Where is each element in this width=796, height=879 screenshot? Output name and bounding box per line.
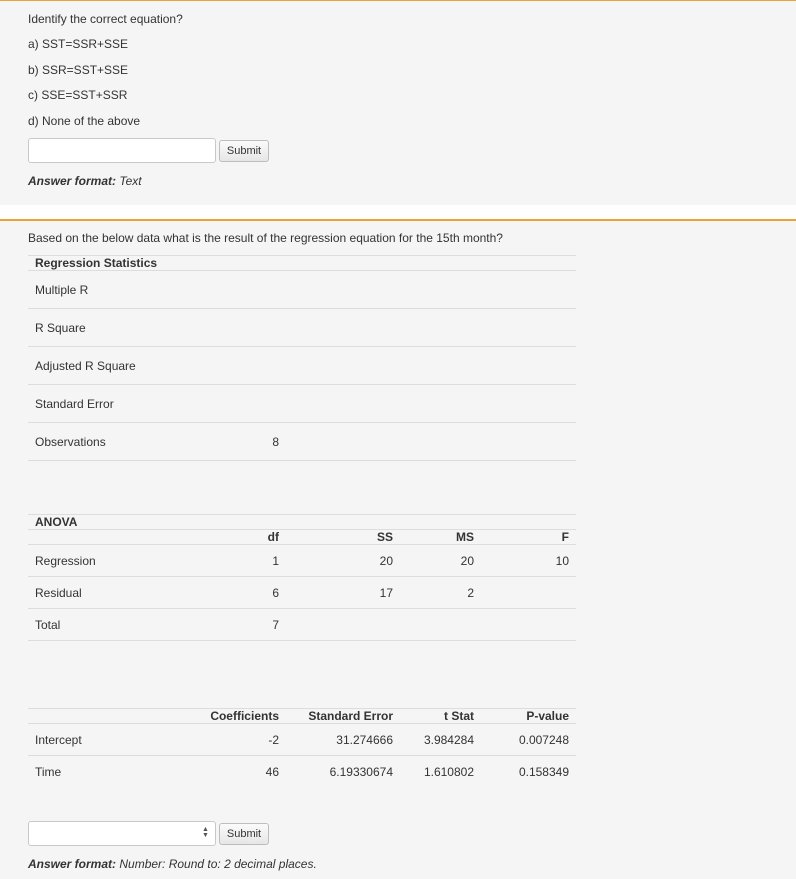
column-header: [28, 530, 192, 545]
table-row: [28, 577, 576, 609]
table-row: [28, 271, 576, 309]
table-row: [28, 609, 576, 641]
anova-title: ANOVA: [28, 515, 576, 530]
answer-format-1: [28, 174, 142, 188]
anova-table: [28, 514, 576, 641]
stat-value: 8: [192, 423, 286, 461]
number-input[interactable]: [33, 823, 197, 846]
column-header: Standard Error: [286, 709, 400, 724]
table-cell: 1: [192, 545, 286, 577]
table-cell: 1.610802: [400, 756, 481, 788]
answer-format-label: Answer format:: [28, 174, 117, 188]
column-header: F: [481, 530, 576, 545]
table-cell: 6: [192, 577, 286, 609]
column-header: P-value: [481, 709, 576, 724]
option-c: c) SSE=SST+SSR: [28, 88, 128, 102]
submit-button-1[interactable]: Submit: [219, 140, 269, 162]
table-row: [28, 309, 576, 347]
table-cell: 7: [192, 609, 286, 641]
answer-format-label: Answer format:: [28, 857, 117, 871]
question-1-prompt: Identify the correct equation?: [28, 12, 183, 26]
stat-label: Multiple R: [28, 271, 192, 309]
table-cell: 46: [192, 756, 286, 788]
table-row: [28, 545, 576, 577]
column-header: [28, 709, 192, 724]
answer-input-1[interactable]: [28, 138, 216, 163]
stat-label: Adjusted R Square: [28, 347, 192, 385]
table-row: [28, 515, 576, 530]
table-cell: -2: [192, 724, 286, 756]
column-header: Coefficients: [192, 709, 286, 724]
table-row: [28, 756, 576, 788]
table-row: [28, 347, 576, 385]
column-header: SS: [286, 530, 400, 545]
table-cell: 0.158349: [481, 756, 576, 788]
coefficients-table: [28, 708, 576, 787]
column-header: MS: [400, 530, 481, 545]
column-header: t Stat: [400, 709, 481, 724]
table-cell: 17: [286, 577, 400, 609]
stat-value: [192, 271, 286, 309]
table-row: [28, 530, 576, 545]
answer-input-2[interactable]: [28, 821, 216, 846]
stat-value: [192, 385, 286, 423]
stat-value: [192, 309, 286, 347]
row-label: Intercept: [28, 724, 192, 756]
table-row: [28, 423, 576, 461]
answer-format-2: [28, 857, 317, 871]
table-cell: 6.19330674: [286, 756, 400, 788]
question-2-prompt: Based on the below data what is the result of the regression equation for the 15th month?: [28, 231, 503, 245]
row-label: Total: [28, 609, 192, 641]
table-cell: [481, 609, 576, 641]
table-cell: [400, 609, 481, 641]
regression-statistics-table: [28, 255, 576, 461]
table-cell: [481, 577, 576, 609]
number-stepper-icon[interactable]: ▲ ▼: [202, 826, 209, 839]
answer-format-value: Text: [119, 174, 142, 188]
question-panel-2: [0, 219, 796, 879]
table-cell: 0.007248: [481, 724, 576, 756]
table-cell: 3.984284: [400, 724, 481, 756]
table-row: [28, 256, 576, 271]
option-d: d) None of the above: [28, 114, 141, 128]
table-cell: 10: [481, 545, 576, 577]
stat-value: [192, 347, 286, 385]
table-row: [28, 385, 576, 423]
regression-statistics-header: Regression Statistics: [28, 256, 576, 271]
row-label: Time: [28, 756, 192, 788]
stat-label: R Square: [28, 309, 192, 347]
stat-label: Standard Error: [28, 385, 192, 423]
submit-button-2[interactable]: Submit: [219, 823, 269, 845]
answer-format-value: Number: Round to: 2 decimal places.: [119, 857, 317, 871]
option-b: b) SSR=SST+SSE: [28, 63, 129, 77]
stat-label: Observations: [28, 423, 192, 461]
row-label: Regression: [28, 545, 192, 577]
table-cell: 20: [400, 545, 481, 577]
table-cell: [286, 609, 400, 641]
question-panel-1: [0, 0, 796, 205]
table-cell: 2: [400, 577, 481, 609]
option-a: a) SST=SSR+SSE: [28, 37, 129, 51]
table-cell: 31.274666: [286, 724, 400, 756]
row-label: Residual: [28, 577, 192, 609]
table-row: [28, 709, 576, 724]
table-row: [28, 724, 576, 756]
table-cell: 20: [286, 545, 400, 577]
column-header: df: [192, 530, 286, 545]
